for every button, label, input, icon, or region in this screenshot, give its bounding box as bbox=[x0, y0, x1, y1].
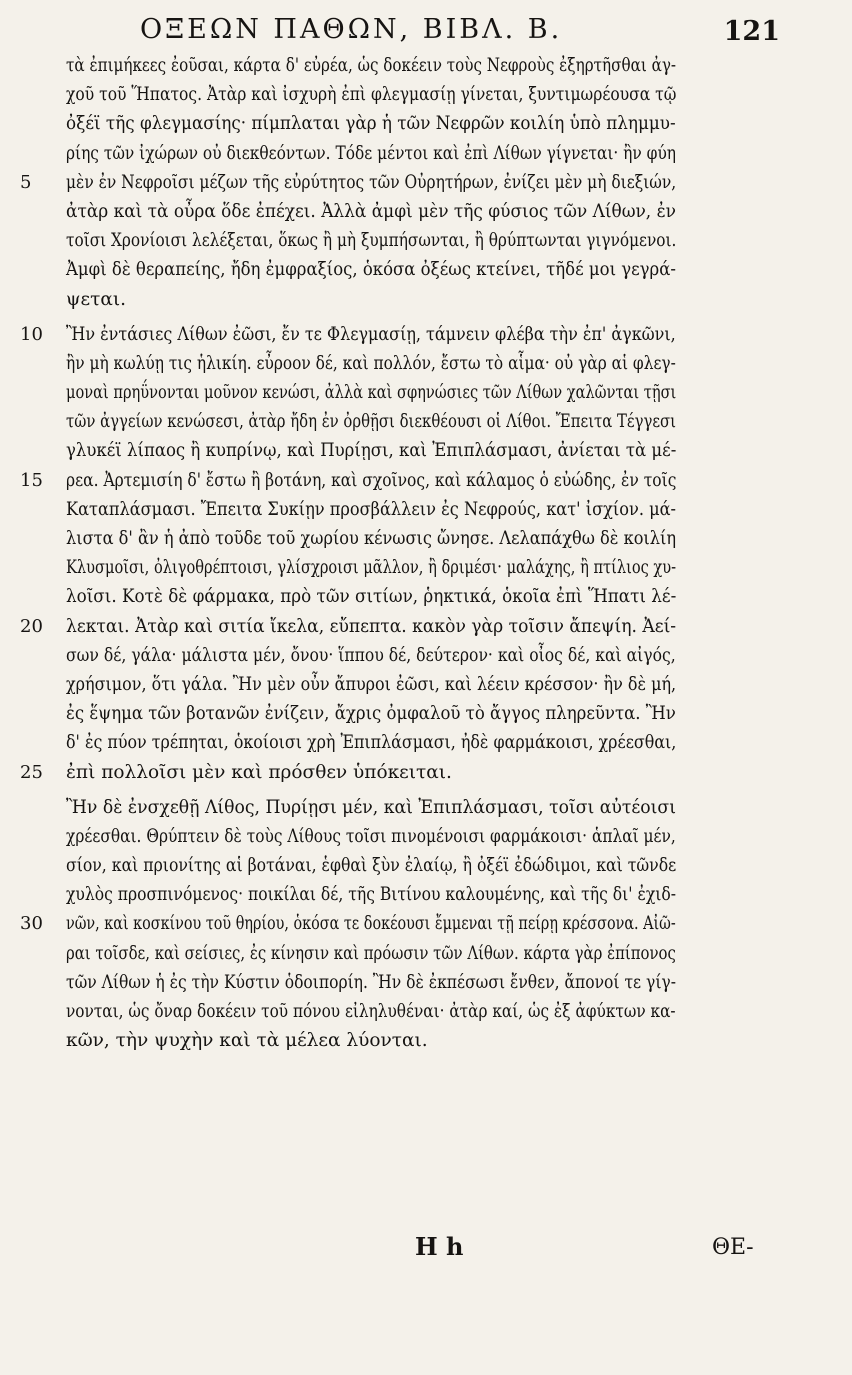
text-line bbox=[66, 641, 676, 670]
text-line bbox=[66, 1026, 676, 1055]
line-number: 15 bbox=[20, 469, 43, 491]
text-line bbox=[66, 285, 676, 314]
text-line bbox=[66, 197, 676, 226]
text-line bbox=[20, 168, 677, 197]
text-line bbox=[20, 466, 677, 495]
page-number: 121 bbox=[723, 16, 780, 47]
catchword: ΘΕ- bbox=[712, 1235, 754, 1260]
text-line bbox=[66, 226, 676, 255]
line-text: κῶν, τὴν ψυχὴν καὶ τὰ μέλεα λύονται. bbox=[66, 1030, 428, 1052]
text-line bbox=[66, 851, 676, 880]
line-text: λεκται. Ἀτὰρ καὶ σιτία ἴκελα, εὔπεπτα. κακὸν γὰρ τοῖσιν ἄπεψίη. Ἀεί- bbox=[66, 615, 677, 637]
text-line bbox=[66, 51, 676, 80]
line-text: ψεται. bbox=[66, 288, 126, 310]
line-text: σων δέ, γάλα· μάλιστα μέν, ὄνου· ἵππου δέ, δεύτερον· καὶ οἶος δέ, καὶ αἰγός, bbox=[66, 644, 676, 666]
line-text: γλυκέϊ λίπαος ἢ κυπρίνῳ, καὶ Πυρίῃσι, καὶ Ἐπιπλάσμασι, ἀνίεται τὰ μέ- bbox=[66, 440, 677, 462]
text-line bbox=[66, 822, 676, 851]
line-number: 20 bbox=[20, 615, 43, 637]
text-line bbox=[66, 524, 676, 553]
line-text: λιστα δ' ἂν ἡ ἀπὸ τοῦδε τοῦ χωρίου κένωσις ὤνησε. Λελαπάχθω δὲ κοιλίη bbox=[66, 528, 677, 549]
text-line bbox=[20, 612, 677, 641]
text-line bbox=[66, 80, 676, 109]
line-text: ρίης τῶν ἰχώρων οὐ διεκθεόντων. Τόδε μέντοι καὶ ἐπὶ Λίθων γίγνεται· ἢν φύη bbox=[66, 142, 677, 164]
text-line bbox=[66, 495, 676, 524]
line-text: ὀξέϊ τῆς φλεγμασίης· πίμπλαται γὰρ ἡ τῶν Νεφρῶν κοιλίη ὑπὸ πλημμυ- bbox=[66, 113, 676, 135]
line-text: ἀτὰρ καὶ τὰ οὖρα ὅδε ἐπέχει. Ἀλλὰ ἀμφὶ μὲν τῆς φύσιος τῶν Λίθων, ἐν bbox=[66, 200, 676, 222]
line-number: 10 bbox=[20, 323, 43, 345]
line-text: μοναὶ πρηΰνονται μοῦνον κενώσι, ἀλλὰ καὶ σφηνώσιες τῶν Λίθων χαλῶνται τῇσι bbox=[66, 382, 677, 404]
line-text: ἢν μὴ κωλύῃ τις ἡλικίη. εὖροον δέ, καὶ πολλόν, ἔστω τὸ αἷμα· οὐ γὰρ αἱ φλεγ- bbox=[66, 352, 676, 374]
text-line bbox=[66, 670, 676, 699]
text-line bbox=[66, 997, 676, 1026]
text-line bbox=[66, 968, 676, 997]
line-text: χρέεσθαι. Θρύπτειν δὲ τοὺς Λίθους τοῖσι πινομένοισι φαρμάκοισι· ἁπλαῖ μέν, bbox=[66, 825, 676, 847]
line-text: χρήσιμον, ὅτι γάλα. Ἢν μὲν οὖν ἄπυροι ἐῶσι, καὶ λέειν κρέσσον· ἢν δὲ μή, bbox=[66, 673, 677, 695]
line-text: τὰ ἐπιμήκεες ἐοῦσαι, κάρτα δ' εὐρέα, ὡς δοκέειν τοὺς Νεφροὺς ἐξηρτῆσθαι ἀγ- bbox=[66, 55, 677, 76]
text-line bbox=[66, 880, 676, 909]
line-text: ἐπὶ πολλοῖσι μὲν καὶ πρόσθεν ὑπόκειται. bbox=[66, 761, 452, 783]
line-text: ραι τοῖσδε, καὶ σείσιες, ἐς κίνησιν καὶ πρόωσιν τῶν Λίθων. κάρτα γὰρ ἐπίπονος bbox=[66, 942, 676, 964]
text-line bbox=[66, 349, 676, 378]
line-text: δ' ἐς πύον τρέπηται, ὁκοίοισι χρὴ Ἐπιπλάσμασι, ἠδὲ φαρμάκοισι, χρέεσθαι, bbox=[66, 732, 677, 754]
line-text: Ἢν δὲ ἐνσχεθῇ Λίθος, Πυρίῃσι μέν, καὶ Ἐπιπλάσμασι, τοῖσι αὐτέοισι bbox=[66, 796, 676, 818]
text-line bbox=[66, 793, 676, 822]
text-line bbox=[20, 909, 676, 938]
line-text: μὲν ἐν Νεφροῖσι μέζων τῆς εὐρύτητος τῶν Οὐρητήρων, ἐνίζει μὲν μὴ διεξιών, bbox=[66, 171, 677, 193]
line-text: χοῦ τοῦ Ἥπατος. Ἀτὰρ καὶ ἰσχυρὴ ἐπὶ φλεγμασίῃ γίνεται, ξυντιμωρέουσα τῷ bbox=[66, 84, 677, 106]
line-number: 5 bbox=[20, 171, 32, 193]
line-number: 30 bbox=[20, 913, 43, 935]
signature-mark: H h bbox=[415, 1232, 464, 1261]
text-line bbox=[66, 255, 676, 284]
line-text: Ἢν ἐντάσιες Λίθων ἐῶσι, ἔν τε Φλεγμασίῃ, τάμνειν φλέβα τὴν ἐπ' ἀγκῶνι, bbox=[66, 323, 676, 345]
line-text: σίον, καὶ πριονίτης αἱ βοτάναι, ἑφθαὶ ξὺν ἐλαίῳ, ἢ ὀξέϊ ἐδώδιμοι, καὶ τῶνδε bbox=[66, 855, 677, 877]
text-line bbox=[66, 109, 676, 138]
text-line bbox=[66, 699, 676, 728]
body-text bbox=[20, 51, 677, 1055]
text-line bbox=[66, 728, 676, 757]
text-line bbox=[66, 436, 676, 465]
line-text: τοῖσι Χρονίοισι λελέξεται, ὅκως ἢ μὴ ξυμπήσωνται, ἢ θρύπτωνται γιγνόμενοι. bbox=[66, 230, 677, 252]
text-line bbox=[20, 320, 676, 349]
line-number: 25 bbox=[20, 761, 43, 783]
line-text: χυλὸς προσπινόμενος· ποικίλαι δέ, τῆς Βιτίνου καλουμένης, καὶ τῆς δι' ἐχιδ- bbox=[66, 884, 677, 906]
running-header bbox=[140, 14, 780, 54]
line-text: Καταπλάσμασι. Ἔπειτα Συκίῃν προσβάλλειν ἐς Νεφρούς, κατ' ἰσχίον. μά- bbox=[66, 498, 676, 520]
text-line bbox=[66, 939, 676, 968]
line-text: τῶν Λίθων ἡ ἐς τὴν Κύστιν ὁδοιπορίη. Ἢν δὲ ἐκπέσωσι ἔνθεν, ἄπονοί τε γίγ- bbox=[66, 971, 676, 993]
line-text: νῶν, καὶ κοσκίνου τοῦ θηρίου, ὁκόσα τε δοκέουσι ἔμμεναι τῇ πείρῃ κρέσσονα. Αἰῶ- bbox=[66, 913, 676, 935]
line-text: ρεα. Ἀρτεμισίη δ' ἔστω ἢ βοτάνη, καὶ σχοῖνος, καὶ κάλαμος ὁ εὐώδης, ἐν τοῖς bbox=[66, 469, 677, 491]
text-line bbox=[66, 553, 676, 582]
text-line bbox=[66, 582, 676, 611]
line-text: νονται, ὡς ὄναρ δοκέειν τοῦ πόνου εἰληλυθέναι· ἀτὰρ καί, ὡς ἐξ ἀφύκτων κα- bbox=[66, 1001, 676, 1022]
line-text: λοῖσι. Κοτὲ δὲ φάρμακα, πρὸ τῶν σιτίων, ῥηκτικά, ὁκοῖα ἐπὶ Ἥπατι λέ- bbox=[66, 586, 677, 608]
line-text: Ἀμφὶ δὲ θεραπείης, ἤδη ἐμφραξίος, ὁκόσα ὀξέως κτείνει, τῆδέ μοι γεγρά- bbox=[66, 259, 676, 281]
line-text: ἐς ἕψημα τῶν βοτανῶν ἐνίζειν, ἄχρις ὀμφαλοῦ τὸ ἄγγος πληρεῦντα. Ἢν bbox=[66, 703, 676, 725]
text-line bbox=[20, 758, 676, 787]
text-line bbox=[66, 139, 676, 168]
text-line bbox=[66, 407, 676, 436]
running-title: ΟΞΕΩΝ ΠΑΘΩΝ, ΒΙΒΛ. Β. bbox=[140, 14, 563, 45]
line-text: τῶν ἀγγείων κενώσεσι, ἀτὰρ ἤδη ἐν ὀρθῇσι διεκθέουσι οἱ Λίθοι. Ἔπειτα Τέγγεσι bbox=[66, 411, 676, 433]
line-text: Κλυσμοῖσι, ὀλιγοθρέπτοισι, γλίσχροισι μᾶλλον, ἢ δριμέσι· μαλάχης, ἢ πτίλιος χυ- bbox=[66, 557, 677, 579]
text-line bbox=[66, 378, 676, 407]
